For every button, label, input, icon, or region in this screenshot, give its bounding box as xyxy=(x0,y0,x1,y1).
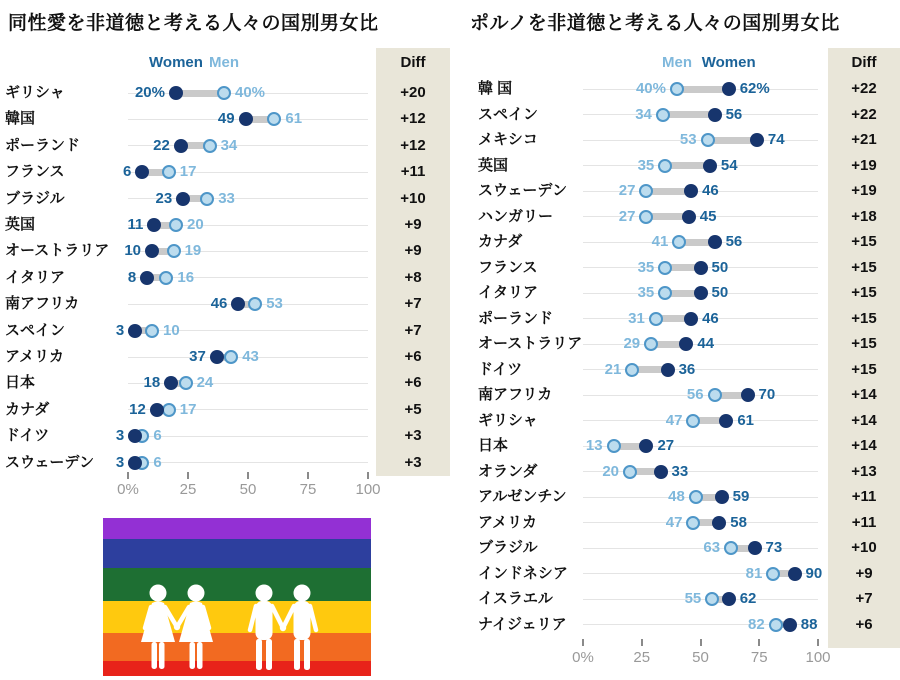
men-value: 48 xyxy=(668,488,685,506)
women-dot xyxy=(719,414,733,428)
diff-value: +14 xyxy=(851,437,877,455)
diff-value: +7 xyxy=(855,590,873,608)
women-dot xyxy=(654,465,668,479)
women-value: 88 xyxy=(800,615,818,633)
country-label: ドイツ xyxy=(5,427,50,445)
x-axis-label: 0% xyxy=(117,481,139,498)
diff-value: +6 xyxy=(404,374,422,392)
women-value: 90 xyxy=(805,564,823,582)
men-value: 6 xyxy=(153,453,162,471)
women-value: 8 xyxy=(127,268,137,286)
women-value: 22 xyxy=(153,136,170,154)
diff-value: +10 xyxy=(400,189,426,207)
women-dot xyxy=(722,82,736,96)
women-value: 46 xyxy=(702,309,719,327)
men-value: 53 xyxy=(679,131,697,149)
men-value: 55 xyxy=(684,590,702,608)
women-value: 56 xyxy=(725,233,743,251)
men-dot xyxy=(672,235,686,249)
country-label: イタリア xyxy=(478,284,539,302)
men-value: 19 xyxy=(184,242,202,260)
joined-hands xyxy=(174,624,180,630)
left-chart-title: 同性愛を非道徳と考える人々の国別男女比 xyxy=(8,13,379,34)
men-value: 34 xyxy=(220,136,238,154)
diff-value: +15 xyxy=(851,335,877,353)
women-value: 36 xyxy=(678,360,696,378)
diff-value: +12 xyxy=(400,136,426,154)
diff-value: +3 xyxy=(404,427,422,445)
women-value: 58 xyxy=(730,513,747,531)
country-label: フランス xyxy=(478,258,538,276)
women-value: 50 xyxy=(711,284,729,302)
country-label: ナイジェリア xyxy=(478,615,567,633)
men-value: 43 xyxy=(242,348,259,365)
diff-value: +14 xyxy=(851,411,877,429)
men-dot xyxy=(656,108,670,122)
women-dot xyxy=(694,286,708,300)
country-label: インドネシア xyxy=(478,564,568,582)
women-value: 18 xyxy=(143,374,161,392)
women-value: 56 xyxy=(725,105,743,123)
women-value: 3 xyxy=(115,453,125,471)
women-dot xyxy=(750,133,764,147)
women-dot xyxy=(661,363,675,377)
women-dot xyxy=(722,592,736,606)
men-dot xyxy=(639,210,653,224)
men-dot xyxy=(625,363,639,377)
diff-value: +22 xyxy=(851,80,877,97)
x-axis-tick xyxy=(641,639,643,646)
diff-value: +11 xyxy=(851,513,877,531)
country-label: 日本 xyxy=(5,374,36,392)
country-label: カナダ xyxy=(5,400,50,418)
men-dot xyxy=(623,465,637,479)
country-label: 韓国 xyxy=(5,110,36,128)
men-dot xyxy=(649,312,663,326)
country-label: 英国 xyxy=(5,216,36,233)
men-value: 53 xyxy=(266,295,283,313)
legend-men: Men xyxy=(209,54,239,71)
men-dot xyxy=(658,286,672,300)
men-dot xyxy=(689,490,703,504)
men-dot xyxy=(670,82,684,96)
country-label: オランダ xyxy=(478,462,538,480)
women-value: 62 xyxy=(739,590,757,608)
men-dot xyxy=(686,516,700,530)
men-value: 35 xyxy=(637,258,655,276)
men-dot xyxy=(658,261,672,275)
women-value: 33 xyxy=(671,462,689,480)
men-value: 63 xyxy=(703,539,721,557)
women-dot xyxy=(703,159,717,173)
country-label: スウェーデン xyxy=(5,453,95,471)
women-value: 3 xyxy=(115,427,125,445)
women-value: 45 xyxy=(699,207,717,225)
diff-value: +13 xyxy=(851,462,877,480)
dumbbell-connector xyxy=(677,86,729,93)
country-label: オーストラリア xyxy=(478,335,583,353)
right-chart-title: ポルノを非道徳と考える人々の国別男女比 xyxy=(470,13,840,34)
legend-women: Women xyxy=(149,54,203,71)
women-dot xyxy=(715,490,729,504)
women-value: 74 xyxy=(767,131,785,149)
country-label: スペイン xyxy=(478,105,539,123)
diff-value: +21 xyxy=(851,131,877,149)
diff-value: +5 xyxy=(404,400,422,418)
country-label: アメリカ xyxy=(5,348,64,365)
country-label: ブラジル xyxy=(5,189,65,207)
men-dot xyxy=(639,184,653,198)
women-value: 46 xyxy=(702,182,719,200)
x-axis-label: 100 xyxy=(805,649,831,666)
men-value: 13 xyxy=(585,437,603,455)
women-dot xyxy=(708,235,722,249)
row-gridline xyxy=(583,318,818,319)
men-value: 35 xyxy=(637,284,655,302)
dumbbell-connector xyxy=(663,111,715,118)
women-value: 73 xyxy=(765,539,783,557)
diff-value: +3 xyxy=(404,453,422,471)
diff-value: +15 xyxy=(851,309,877,327)
diff-value: +6 xyxy=(404,348,422,365)
country-label: イタリア xyxy=(5,268,66,286)
men-value: 34 xyxy=(635,105,652,123)
women-value: 61 xyxy=(737,411,755,429)
x-axis-label: 25 xyxy=(179,481,197,498)
diff-value: +19 xyxy=(851,182,877,200)
women-value: 11 xyxy=(127,216,144,233)
men-dot xyxy=(607,439,621,453)
women-dot xyxy=(708,108,722,122)
x-axis-tick xyxy=(758,639,760,646)
country-label: フランス xyxy=(5,163,65,181)
women-dot xyxy=(748,541,762,555)
women-value: 12 xyxy=(129,400,146,418)
country-label: ポーランド xyxy=(478,309,554,327)
joined-hands xyxy=(280,625,286,631)
men-value: 35 xyxy=(637,156,655,174)
x-axis-tick xyxy=(700,639,702,646)
country-label: ブラジル xyxy=(478,539,538,557)
legend-men: Men xyxy=(662,54,692,71)
women-value: 59 xyxy=(732,488,750,506)
country-label: 日本 xyxy=(478,437,509,455)
women-dot xyxy=(788,567,802,581)
women-value: 10 xyxy=(124,242,141,260)
men-value: 41 xyxy=(651,233,669,251)
women-dot xyxy=(712,516,726,530)
country-label: 南アフリカ xyxy=(5,295,80,313)
x-axis-label: 25 xyxy=(633,649,651,666)
men-dot xyxy=(701,133,715,147)
men-dot xyxy=(708,388,722,402)
diff-value: +19 xyxy=(851,156,877,174)
men-dot xyxy=(724,541,738,555)
women-value: 20% xyxy=(134,84,165,101)
men-value: 33 xyxy=(218,189,235,207)
x-axis-label: 0% xyxy=(572,649,594,666)
country-label: アメリカ xyxy=(478,513,537,531)
men-value: 82 xyxy=(748,615,765,633)
women-value: 6 xyxy=(123,163,132,181)
men-value: 17 xyxy=(179,163,197,181)
women-dot xyxy=(684,312,698,326)
men-value: 27 xyxy=(618,182,636,200)
pride-flag xyxy=(103,518,371,676)
diff-value: +15 xyxy=(851,233,877,251)
men-value: 81 xyxy=(745,564,763,582)
men-dot xyxy=(658,159,672,173)
country-label: ギリシャ xyxy=(5,84,65,101)
men-value: 40% xyxy=(235,84,266,101)
men-value: 47 xyxy=(665,513,683,531)
men-value: 16 xyxy=(177,268,195,286)
x-axis-label: 75 xyxy=(299,481,317,498)
men-value: 47 xyxy=(665,411,683,429)
diff-header: Diff xyxy=(851,54,877,71)
men-dot xyxy=(766,567,780,581)
men-value: 31 xyxy=(628,309,645,327)
men-value: 6 xyxy=(153,427,162,445)
country-label: メキシコ xyxy=(478,131,538,149)
women-dot xyxy=(684,184,698,198)
women-value: 44 xyxy=(697,335,715,353)
couples-silhouettes xyxy=(103,518,371,676)
country-label: ドイツ xyxy=(478,360,523,378)
women-value: 46 xyxy=(210,295,228,313)
diff-value: +12 xyxy=(400,110,426,128)
women-value: 54 xyxy=(720,156,738,174)
diff-value: +7 xyxy=(404,321,422,339)
x-axis-label: 100 xyxy=(355,481,381,498)
women-dot xyxy=(679,337,693,351)
men-value: 61 xyxy=(285,110,303,128)
women-dot xyxy=(639,439,653,453)
country-label: オーストラリア xyxy=(5,242,110,260)
x-axis-tick xyxy=(582,639,584,646)
diff-header: Diff xyxy=(400,54,426,71)
diff-value: +14 xyxy=(851,386,877,404)
diff-value: +15 xyxy=(851,258,877,276)
women-dot xyxy=(783,618,797,632)
men-value: 17 xyxy=(179,400,197,418)
legend-women: Women xyxy=(701,54,756,71)
men-dot xyxy=(686,414,700,428)
diff-value: +9 xyxy=(855,564,873,582)
men-value: 56 xyxy=(686,386,704,404)
men-value: 20 xyxy=(187,216,204,233)
women-value: 37 xyxy=(189,348,206,365)
men-value: 24 xyxy=(196,374,214,392)
women-value: 27 xyxy=(657,437,675,455)
diff-value: +15 xyxy=(851,284,877,302)
diff-value: +9 xyxy=(404,216,422,233)
country-label: スペイン xyxy=(5,321,66,339)
women-value: 70 xyxy=(758,386,776,404)
country-label: 韓 国 xyxy=(478,80,513,97)
x-axis-label: 75 xyxy=(750,649,768,666)
women-value: 49 xyxy=(217,110,235,128)
country-label: ギリシャ xyxy=(478,411,538,429)
men-value: 40% xyxy=(635,80,666,97)
country-label: イスラエル xyxy=(478,590,553,608)
country-label: 南アフリカ xyxy=(478,386,553,404)
women-value: 23 xyxy=(155,189,173,207)
country-label: アルゼンチン xyxy=(478,488,567,506)
row-gridline xyxy=(583,548,818,549)
women-value: 50 xyxy=(711,258,729,276)
x-axis-label: 50 xyxy=(692,649,709,666)
diff-value: +11 xyxy=(400,163,426,181)
country-label: ポーランド xyxy=(5,136,81,154)
men-dot xyxy=(644,337,658,351)
diff-value: +6 xyxy=(855,615,873,633)
diff-value: +22 xyxy=(851,105,877,123)
country-label: スウェーデン xyxy=(478,182,568,200)
x-axis-label: 50 xyxy=(239,481,257,498)
country-label: カナダ xyxy=(478,233,523,251)
diff-value: +9 xyxy=(404,242,422,260)
country-label: ハンガリー xyxy=(478,207,554,225)
man-figure xyxy=(294,585,311,671)
women-value: 3 xyxy=(115,321,125,339)
diff-value: +11 xyxy=(851,488,877,506)
diff-value: +10 xyxy=(851,539,877,557)
diff-value: +20 xyxy=(400,84,426,101)
diff-value: +18 xyxy=(851,207,877,225)
diff-value: +8 xyxy=(404,268,422,286)
country-label: 英国 xyxy=(478,156,509,174)
women-dot xyxy=(741,388,755,402)
diff-value: +15 xyxy=(851,360,877,378)
women-dot xyxy=(682,210,696,224)
men-value: 21 xyxy=(604,360,622,378)
x-axis-tick xyxy=(817,639,819,646)
men-value: 29 xyxy=(623,335,641,353)
diff-value: +7 xyxy=(404,295,422,313)
men-value: 27 xyxy=(618,207,636,225)
women-dot xyxy=(694,261,708,275)
man-figure xyxy=(256,585,273,671)
men-dot xyxy=(769,618,783,632)
men-value: 20 xyxy=(602,462,619,480)
women-value: 62% xyxy=(739,80,770,97)
men-dot xyxy=(705,592,719,606)
men-value: 10 xyxy=(163,321,180,339)
